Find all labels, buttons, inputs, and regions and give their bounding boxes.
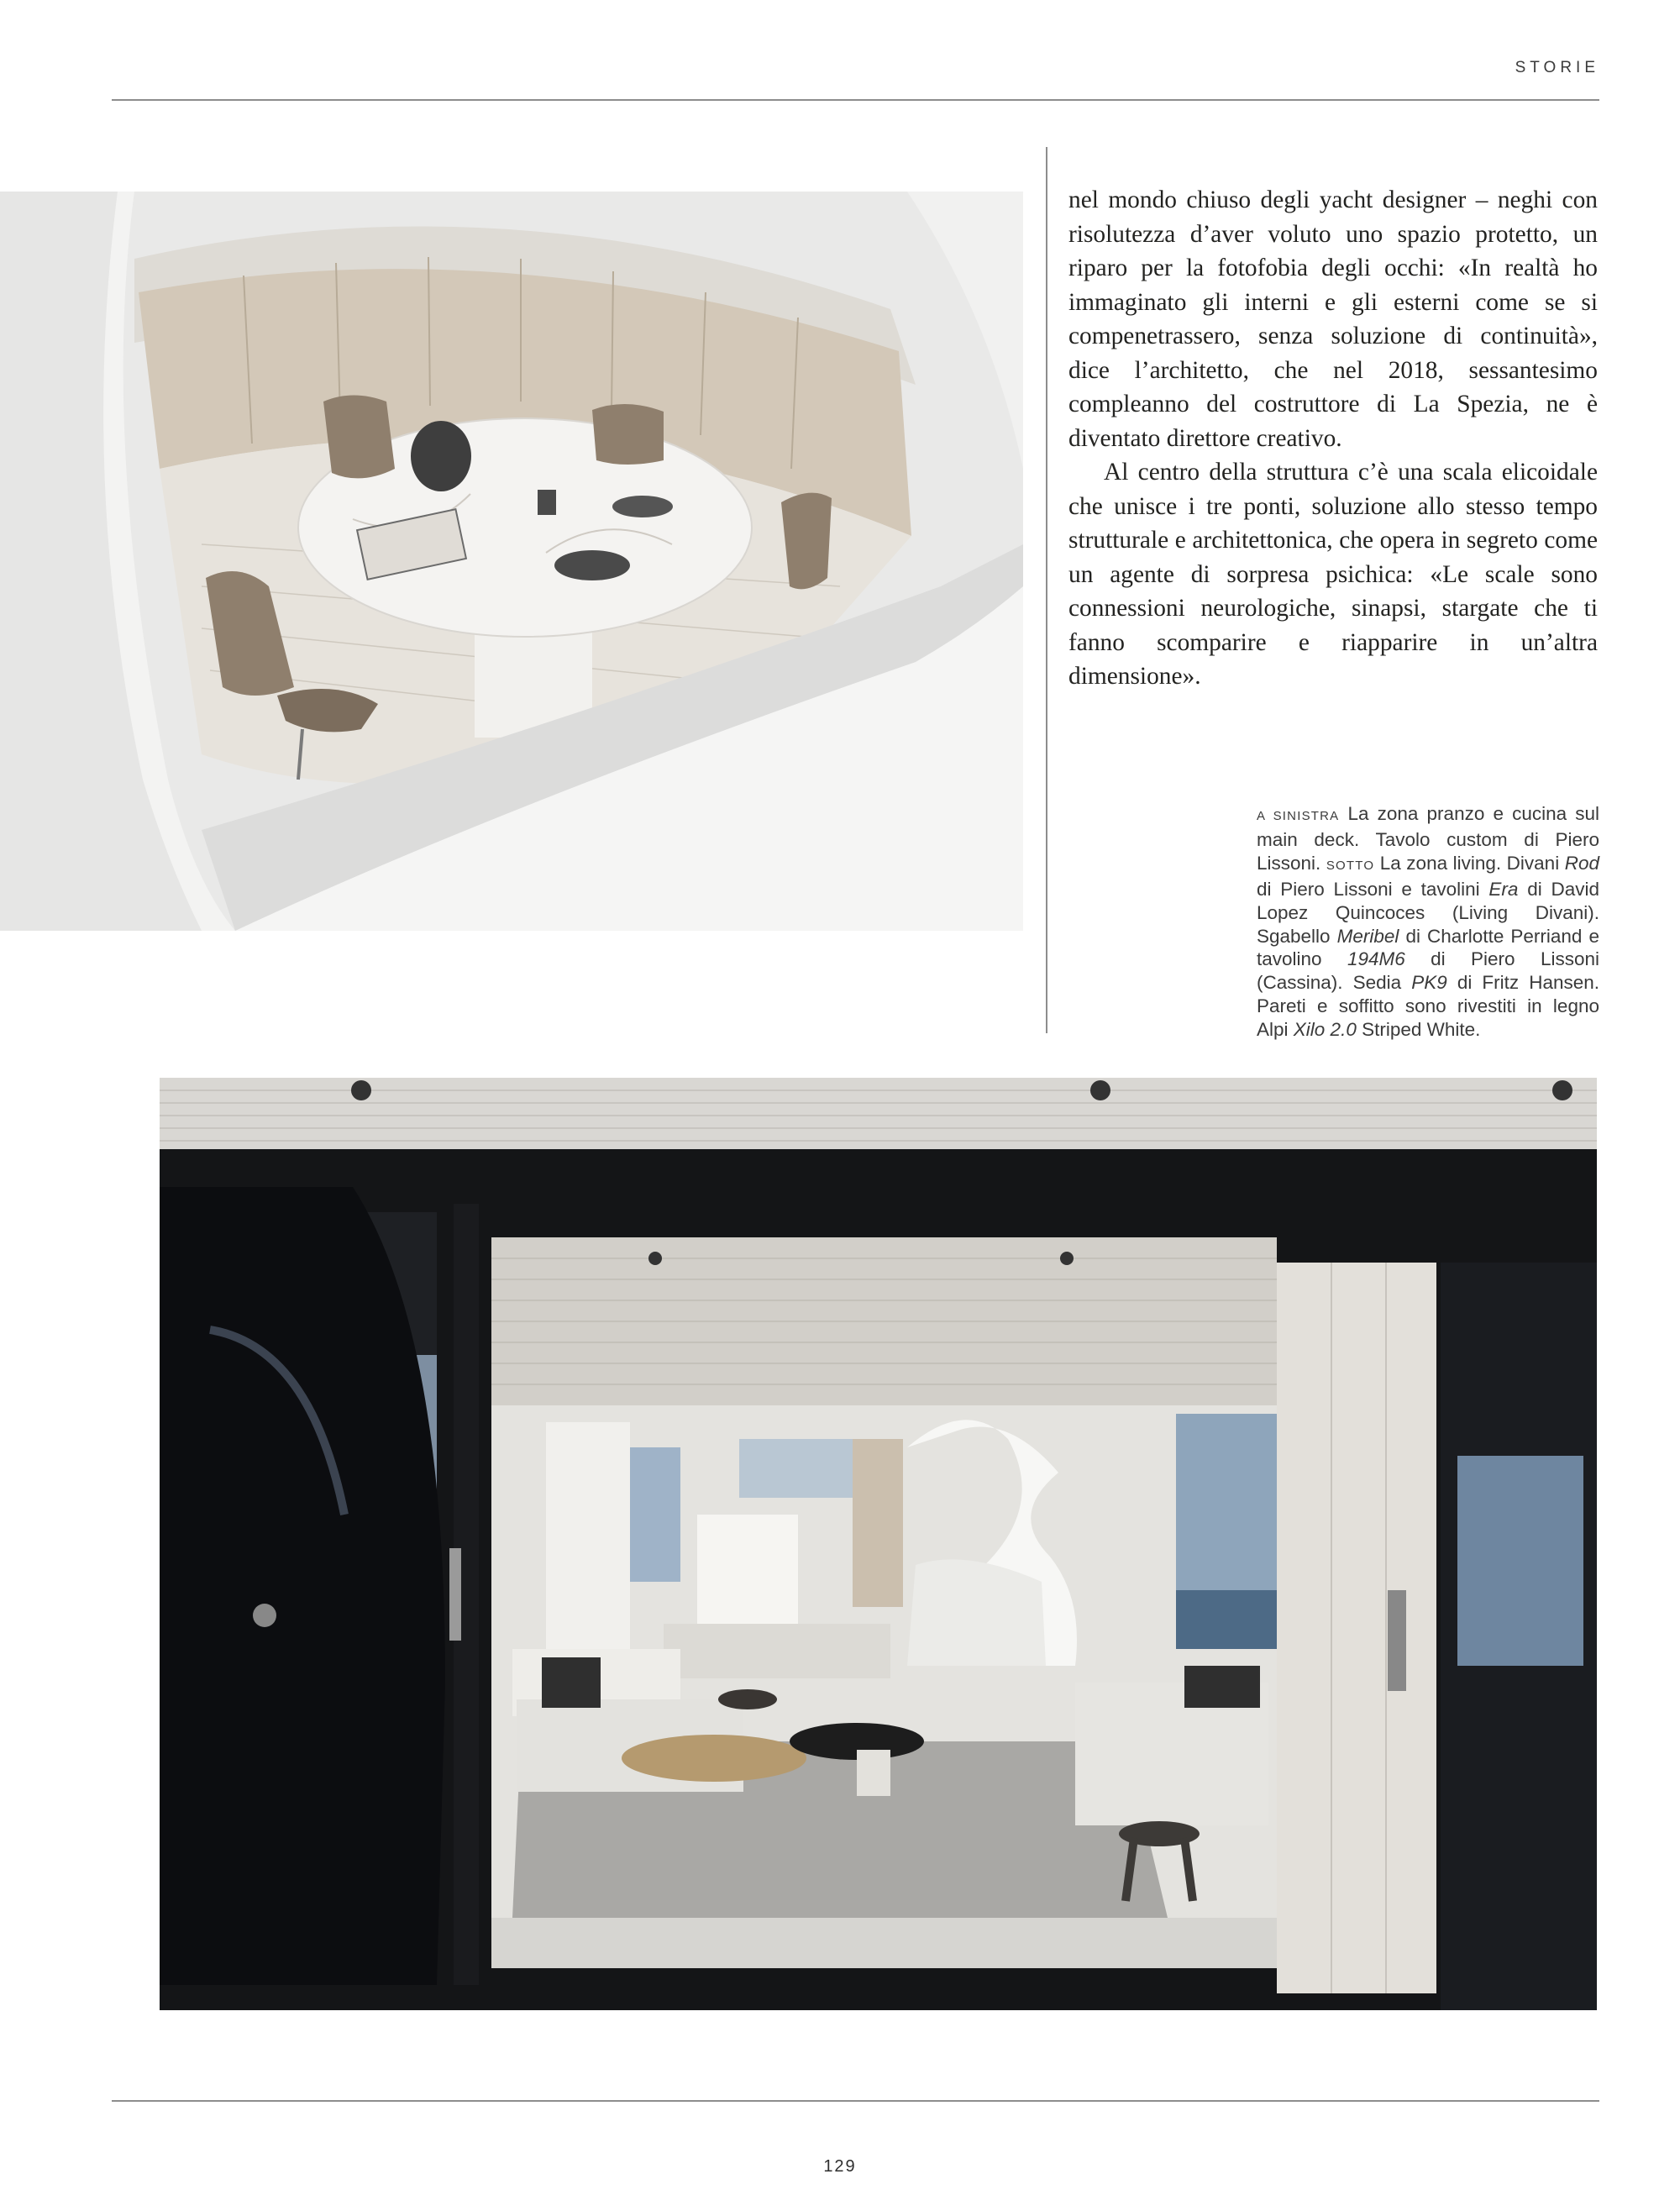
caption-text: di David Lopez Quincoces (Living Divani). Sgabello (1257, 878, 1599, 947)
caption-product-name: Era (1488, 878, 1519, 900)
caption-text: di Piero Lissoni (Cassina). Sedia (1257, 948, 1599, 994)
column-rule (1046, 147, 1047, 1033)
photo-caption (1257, 802, 1599, 1042)
article-paragraph-1: nel mondo chiuso degli yacht designer – neghi con risolutezza d’aver voluto uno spazio protetto, un riparo per la fotofobia degli occhi: «In realtà ho immaginato gli interni e gli esterni come se si compenetrassero, senza soluzione di continuità», dice l’architetto, che nel 2018, sessantesimo compleanno del costruttore di La Spezia, ne è diventato direttore creativo. (1068, 186, 1598, 452)
article-body (1068, 183, 1598, 694)
living-area-photo (160, 1078, 1597, 2010)
caption-product-name: Xilo 2.0 (1293, 1019, 1357, 1041)
header-rule (112, 99, 1599, 101)
caption-text: Striped White. (1356, 1019, 1481, 1041)
caption-label-left: A SINISTRA (1257, 809, 1340, 823)
article-paragraph-2: Al centro della struttura c’è una scala elicoidale che unisce i tre ponti, soluzione allo stesso tempo strutturale e architettonica, che opera in segreto come un agente di sorpresa psichica: «Le scale sono connessioni neurologiche, sinapsi, stargate che ti fanno scomparire e riapparire in un’altra dimensione». (1068, 459, 1598, 690)
caption-product-name: Meribel (1336, 925, 1399, 947)
caption-product-name: Rod (1564, 852, 1600, 874)
caption-text: La zona living. Divani (1374, 852, 1565, 874)
caption-product-name: PK9 (1411, 972, 1447, 994)
footer-rule (112, 2100, 1599, 2102)
caption-text: di Fritz Hansen. Pareti e soffitto sono rivestiti in legno Alpi (1257, 972, 1600, 1041)
page-number: 129 (823, 2157, 857, 2176)
caption-text: di Charlotte Perriand e tavolino (1257, 925, 1600, 970)
caption-product-name: 194M6 (1347, 948, 1405, 970)
caption-text: La zona pranzo e cucina sul main deck. Tavolo custom di Piero Lissoni. (1257, 803, 1599, 874)
caption-label-below: SOTTO (1326, 858, 1375, 873)
caption-text: di Piero Lissoni e tavolini (1257, 878, 1489, 900)
section-label: STORIE (1515, 59, 1599, 76)
dining-area-photo (0, 192, 1023, 931)
